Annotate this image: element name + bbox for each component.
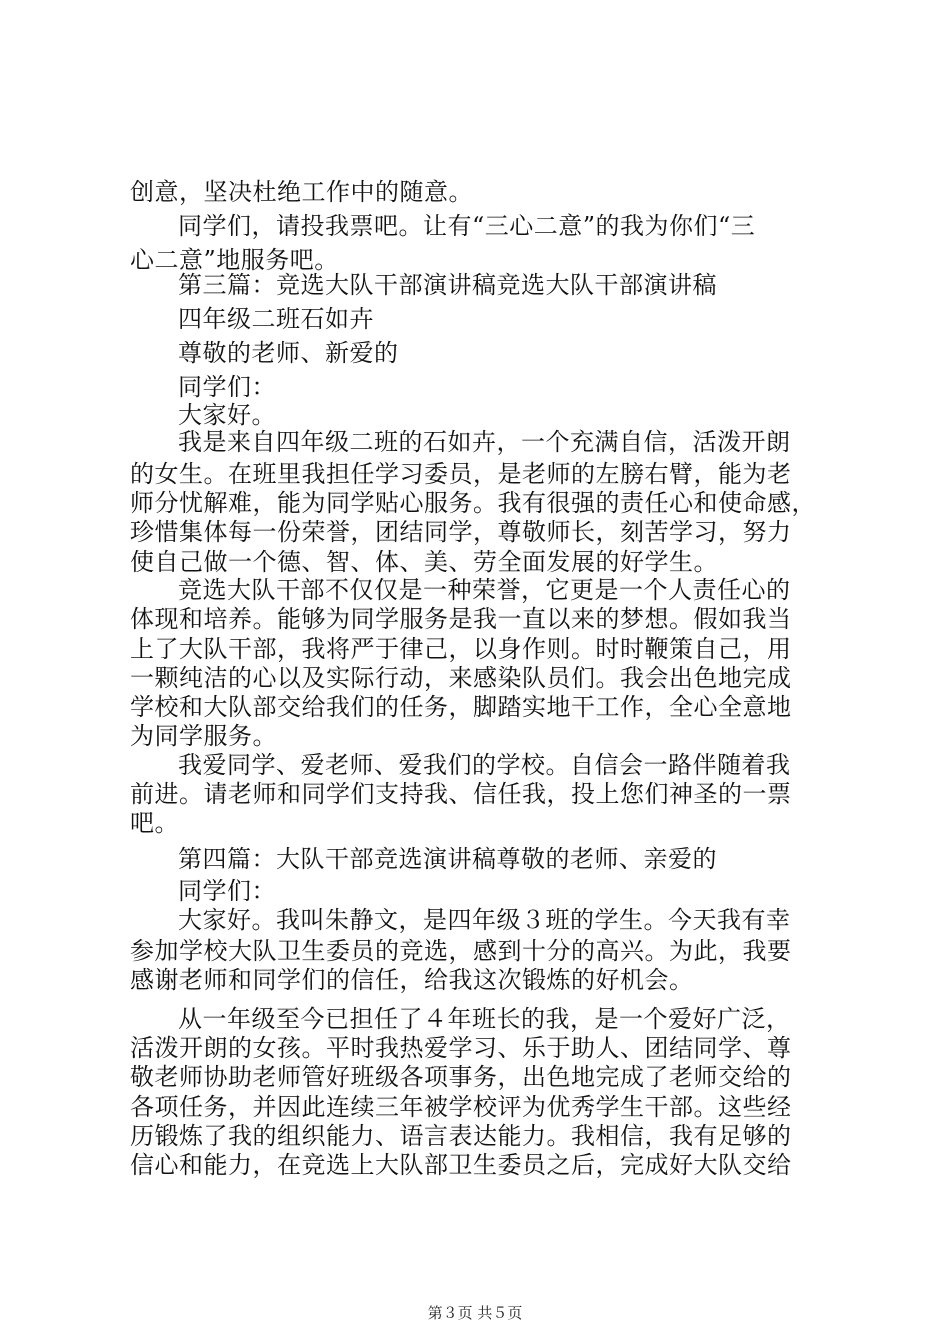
text-line: 历锻炼了我的组织能力、语言表达能力。我相信，我有足够的 [130,1122,792,1150]
text-line: 使自己做一个德、智、体、美、劳全面发展的好学生。 [130,548,718,576]
text-line: 大家好。我叫朱静文，是四年级３班的学生。今天我有幸 [178,906,791,934]
text-line: 敬老师协助老师管好班级各项事务，出色地完成了老师交给的 [130,1063,792,1091]
text-line: 感谢老师和同学们的信任，给我这次锻炼的好机会。 [130,966,694,994]
section-heading: 第四篇：大队干部竞选演讲稿尊敬的老师、亲爱的 [178,845,717,873]
text-line: 同学们，请投我票吧。让有“三心二意”的我为你们“三 [178,212,756,240]
text-line: 同学们： [178,373,276,401]
text-line: 活泼开朗的女孩。平时我热爱学习、乐于助人、团结同学、尊 [130,1034,792,1062]
text-line: 心二意”地服务吧。 [130,246,339,274]
text-line: 各项任务，并因此连续三年被学校评为优秀学生干部。这些经 [130,1093,792,1121]
text-line: 的女生。在班里我担任学习委员，是老师的左膀右臂，能为老 [130,460,792,488]
text-line: 创意，坚决杜绝工作中的随意。 [130,178,473,206]
text-line: 竞选大队干部不仅仅是一种荣誉，它更是一个人责任心的 [178,576,791,604]
text-line: 为同学服务。 [130,722,277,750]
text-line: 吧。 [130,809,179,837]
text-line: 学校和大队部交给我们的任务，脚踏实地干工作，全心全意地 [130,693,792,721]
text-line: 师分忧解难，能为同学贴心服务。我有很强的责任心和使命感， [130,489,816,517]
text-line: 同学们： [178,877,276,905]
text-line: 信心和能力，在竞选上大队部卫生委员之后，完成好大队交给 [130,1151,792,1179]
text-line: 大家好。 [178,401,276,429]
section-heading: 第三篇：竞选大队干部演讲稿竞选大队干部演讲稿 [178,271,717,299]
text-line: 珍惜集体每一份荣誉，团结同学，尊敬师长，刻苦学习，努力 [130,518,792,546]
text-line: 从一年级至今已担任了４年班长的我，是一个爱好广泛， [178,1005,791,1033]
text-line: 参加学校大队卫生委员的竞选，感到十分的高兴。为此，我要 [130,937,792,965]
text-line: 四年级二班石如卉 [178,305,374,333]
text-line: 我爱同学、爱老师、爱我们的学校。自信会一路伴随着我 [178,751,791,779]
text-line: 我是来自四年级二班的石如卉，一个充满自信，活泼开朗 [178,428,791,456]
text-line: 上了大队干部，我将严于律己，以身作则。时时鞭策自己，用 [130,635,792,663]
text-line: 一颗纯洁的心以及实际行动，来感染队员们。我会出色地完成 [130,664,792,692]
text-line: 体现和培养。能够为同学服务是我一直以来的梦想。假如我当 [130,605,792,633]
text-line: 前进。请老师和同学们支持我、信任我，投上您们神圣的一票 [130,780,792,808]
text-line: 尊敬的老师、新爱的 [178,339,399,367]
page-footer: 第３页 共５页 [427,1304,523,1322]
